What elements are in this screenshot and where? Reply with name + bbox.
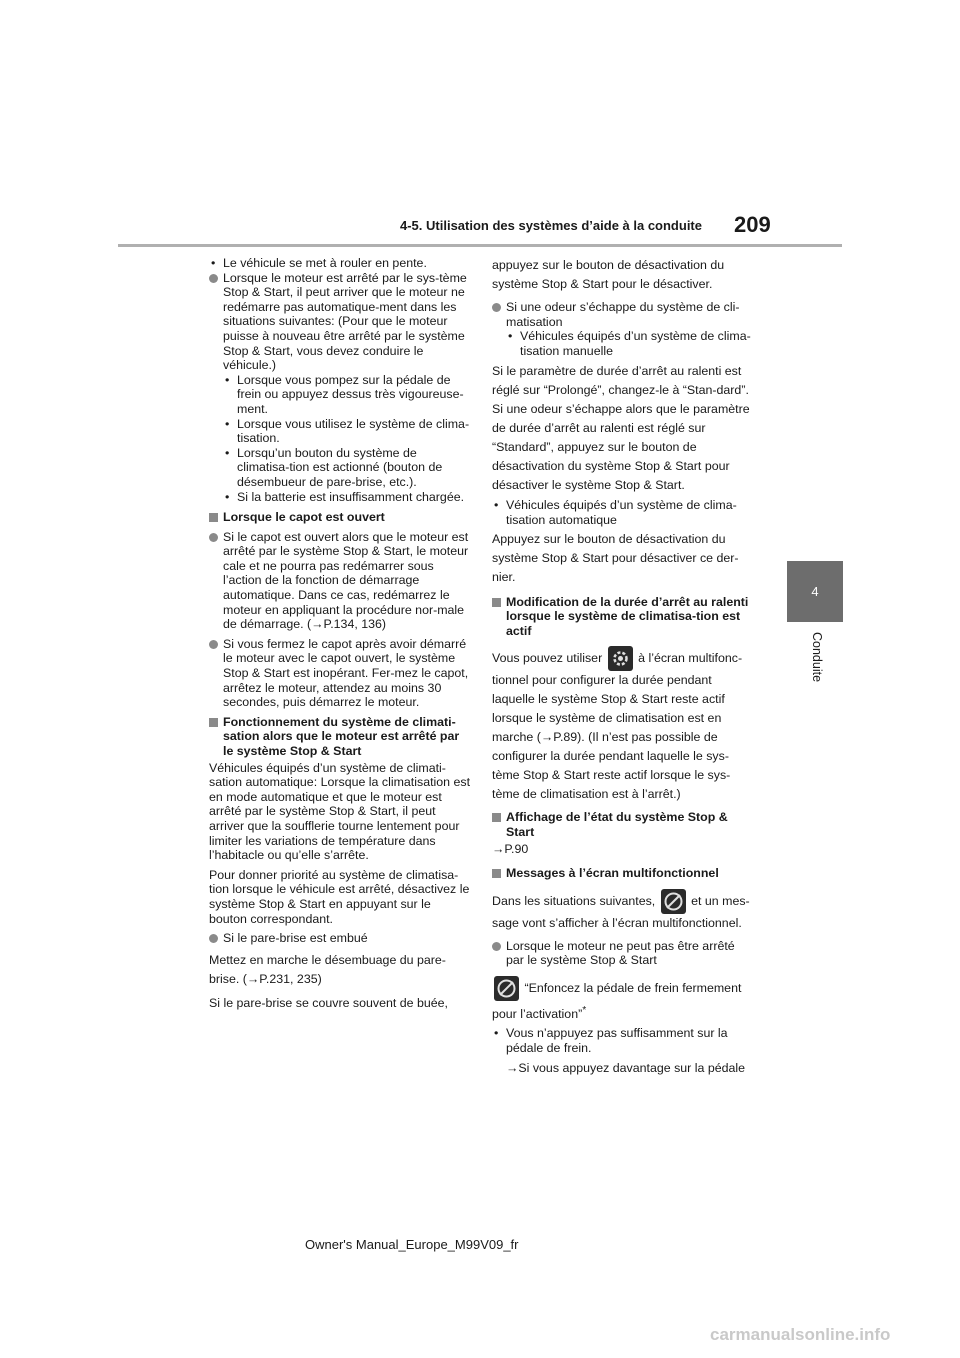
message-text: “Enfoncez la pédale de frein fermement pour l’activation” <box>492 980 742 1022</box>
inline-text: Dans les situations suivantes, <box>492 893 656 908</box>
chapter-number: 4 <box>811 584 819 599</box>
paragraph: Si le paramètre de durée d’arrêt au ralenti est réglé sur “Prolongé”, changez-le à “Stan-dard”. Si une odeur s’échappe alors que le paramètre de durée d’arrêt au ralenti est réglé sur “Standard”, appuyez sur le bouton de désactivation du système Stop & Start pour désactiver le système Stop & Start. <box>492 364 750 493</box>
page-number: 209 <box>734 212 771 237</box>
chapter-label <box>808 632 826 722</box>
bullet-item: • Véhicules équipés d’un système de clima-tisation manuelle <box>506 329 754 358</box>
stop-start-warning-icon <box>661 889 686 914</box>
paragraph: →Si vous appuyez davantage sur la pédale <box>506 1061 746 1076</box>
bullet-list <box>492 329 754 358</box>
left-column <box>209 256 471 1018</box>
bullet-list <box>209 373 471 504</box>
bullet-item: • Lorsque vous pompez sur la pédale de frein ou appuyez dessus très vigoureuse-ment. <box>223 373 471 417</box>
circle-item: Si une odeur s’échappe du système de cli-matisation <box>492 300 754 329</box>
bullet-item: • Si la batterie est insuffisamment chargée. <box>223 490 471 505</box>
circle-item: Si vous fermez le capot après avoir démarré le moteur avec le capot ouvert, le système Stop & Start est inopérant. Fer-mez le capot, arrêtez le moteur, attendez au moins 30 secondes, puis démarrez le moteur. <box>209 637 471 710</box>
settings-gear-icon <box>608 646 633 671</box>
right-column <box>492 256 754 1081</box>
circle-item: Si le capot est ouvert alors que le moteur est arrêté par le système Stop & Start, le moteur cale et ne pourra pas redémarrer sous l’action de la fonction de démarrage automatique. Dans ce cas, redémarrez le moteur en appliquant la procédure nor-male de démarrage. (→P.134, 136) <box>209 530 471 632</box>
paragraph <box>492 646 754 804</box>
paragraph: appuyez sur le bouton de désactivation du système Stop & Start pour le désactiver. <box>492 258 725 291</box>
inline-text: à l’écran multifonc-tionnel pour configurer la durée pendant laquelle le système Stop & Start reste actif lorsque le système de climatisation est en marche (→P.89). (Il n’est pas possible de configurer la durée pendant laquelle le sys-tème Stop & Start reste actif lorsque le sys-tème de climatisation est à l’arrêt.) <box>492 651 743 802</box>
section-heading: Affichage de l’état du système Stop & Start <box>492 810 754 839</box>
paragraph <box>492 889 754 933</box>
bullet-item: • Lorsqu’un bouton du système de climatisa-tion est actionné (bouton de désembueur de pare-brise, etc.). <box>223 446 471 490</box>
inline-text: Vous pouvez utiliser <box>492 651 603 666</box>
inline-text: et un mes-sage vont s’afficher à l’écran multifonctionnel. <box>492 893 750 930</box>
bullet-list <box>492 1026 754 1055</box>
bullet-item: • Le véhicule se met à rouler en pente. <box>209 256 471 271</box>
section-heading: Lorsque le capot est ouvert <box>209 510 471 525</box>
stop-start-warning-icon <box>494 976 519 1001</box>
paragraph: Appuyez sur le bouton de désactivation du système Stop & Start pour désactiver ce der-nier. <box>492 531 739 584</box>
header-divider <box>118 244 842 247</box>
bullet-item: • Vous n’appuyez pas suffisamment sur la pédale de frein. <box>492 1026 754 1055</box>
section-heading: Modification de la durée d’arrêt au ralenti lorsque le système de climatisa-tion est actif <box>492 595 754 639</box>
bullet-list <box>209 256 471 271</box>
paragraph: Pour donner priorité au système de climatisa-tion lorsque le véhicule est arrêté, désactivez le système Stop & Start en appuyant sur le bouton correspondant. <box>209 867 470 926</box>
bullet-list <box>492 498 754 527</box>
chapter-label-text: Conduite <box>810 632 824 683</box>
paragraph <box>492 976 754 1024</box>
section-heading: Fonctionnement du système de climati-sation alors que le moteur est arrêté par le système Stop & Start <box>209 715 471 759</box>
bullet-item: • Véhicules équipés d’un système de clima-tisation automatique <box>492 498 754 527</box>
circle-item: Si le pare-brise est embué <box>209 931 471 946</box>
paragraph: Véhicules équipés d’un système de climati-sation automatique: Lorsque la climatisation est en mode automatique et que le moteur est arrêté par le système Stop & Start, il peut arriver que la soufflerie tourne lentement pour limiter les variations de température dans l’habitacle ou qu’elle s’arrête. <box>209 760 471 863</box>
page-reference: →P.90 <box>492 841 529 856</box>
watermark: carmanualsonline.info <box>710 1325 891 1344</box>
circle-item: Lorsque le moteur ne peut pas être arrêté par le système Stop & Start <box>492 939 754 968</box>
footer-text: Owner's Manual_Europe_M99V09_fr <box>305 1237 519 1252</box>
section-title: 4-5. Utilisation des systèmes d’aide à la conduite <box>400 218 702 233</box>
footnote-mark: * <box>582 1004 587 1016</box>
section-heading: Messages à l’écran multifonctionnel <box>492 866 754 881</box>
bullet-item: • Lorsque vous utilisez le système de clima-tisation. <box>223 417 471 446</box>
paragraph: Mettez en marche le désembuage du pare-brise. (→P.231, 235) <box>209 952 446 986</box>
paragraph: Si le pare-brise se couvre souvent de buée, <box>209 995 449 1010</box>
circle-item: Lorsque le moteur est arrêté par le sys-tème Stop & Start, il peut arriver que le moteur ne redémarre pas automatique-ment dans les situations suivantes: (Pour que le moteur puisse à nouveau être arrêté par le système Stop & Start, vous devez conduire le véhicule.) <box>209 271 471 373</box>
